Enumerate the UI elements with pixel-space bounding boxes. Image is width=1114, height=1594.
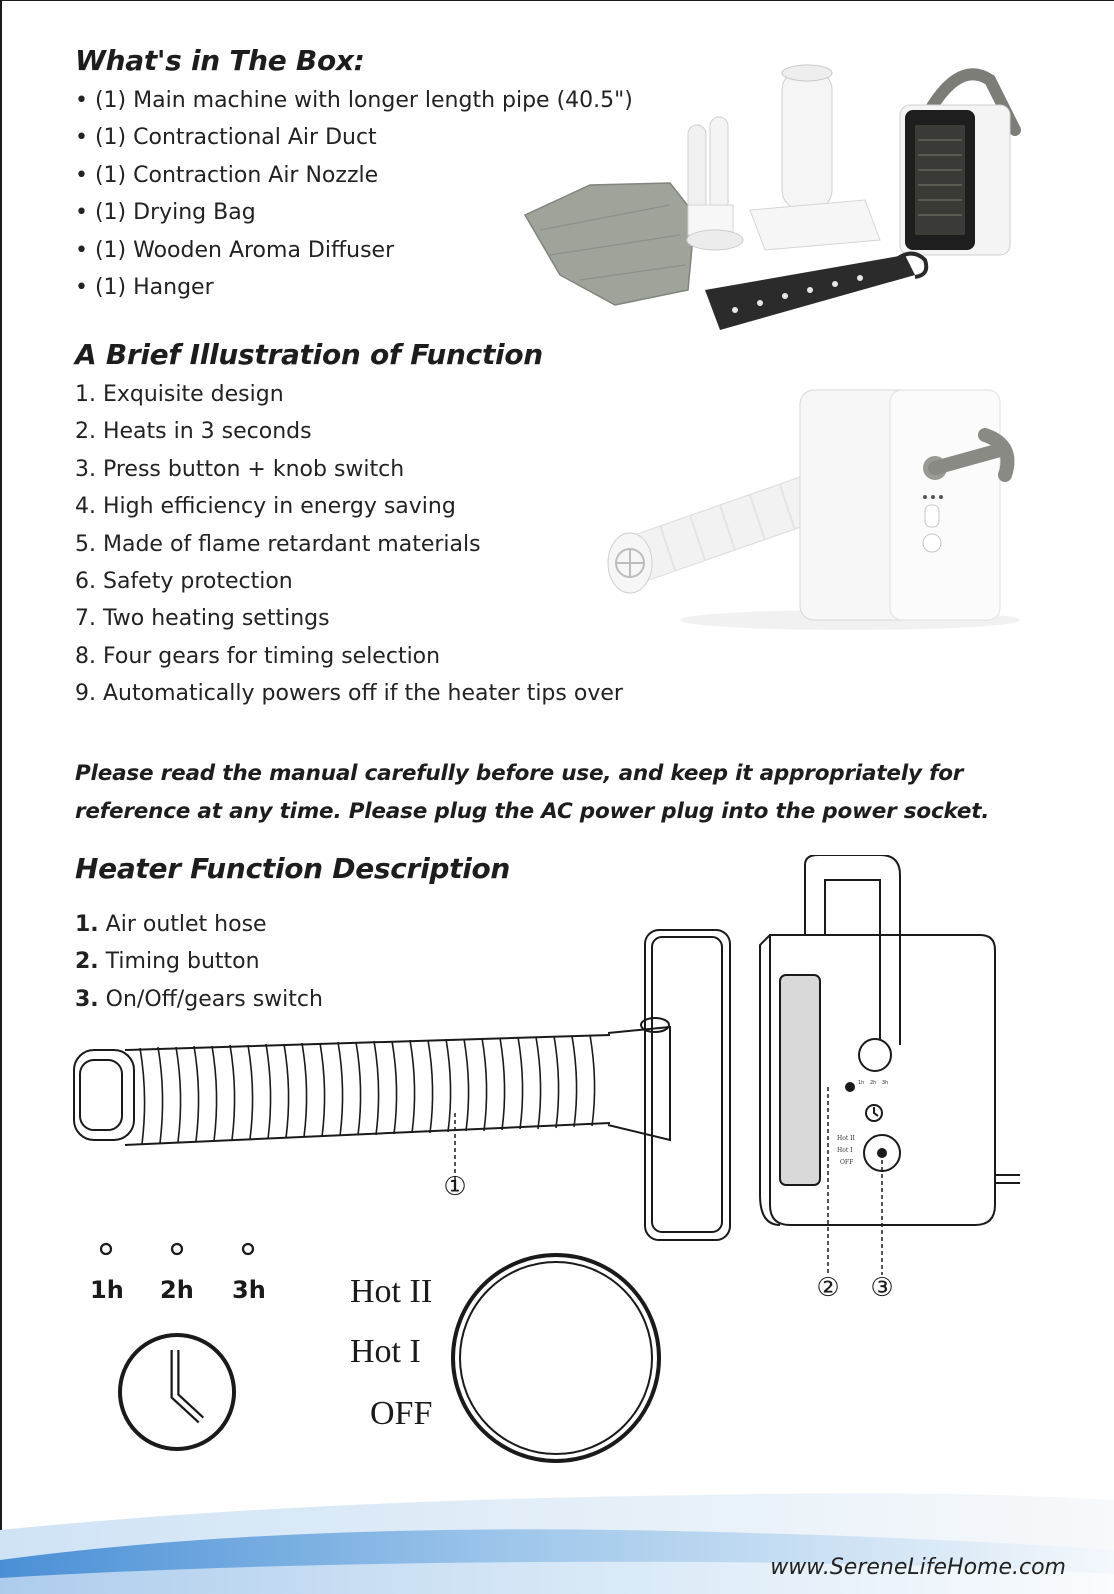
timer-label-1h: 1h bbox=[90, 1276, 124, 1304]
list-item: 2. Heats in 3 seconds bbox=[75, 419, 312, 445]
list-item: 9. Automatically powers off if the heater tips over bbox=[75, 681, 623, 707]
item-number: 2. bbox=[75, 949, 99, 975]
heater-title: Heater Function Description bbox=[75, 852, 511, 885]
drying-bag-image bbox=[525, 183, 695, 305]
list-item: • (1) Main machine with longer length pipe (40.5") bbox=[75, 88, 633, 113]
list-item: 7. Two heating settings bbox=[75, 606, 330, 632]
air-nozzle-image bbox=[687, 117, 743, 250]
air-duct-image bbox=[750, 65, 880, 250]
knob-dial bbox=[448, 1250, 668, 1470]
list-item: 1. Exquisite design bbox=[75, 382, 284, 407]
item-text: Air outlet hose bbox=[98, 912, 267, 937]
function-list bbox=[75, 376, 623, 713]
box-contents-photo bbox=[520, 55, 1040, 345]
list-item: • (1) Wooden Aroma Diffuser bbox=[75, 237, 395, 263]
function-title: A Brief Illustration of Function bbox=[75, 338, 543, 371]
knob-mini-hot2: Hot II bbox=[837, 1135, 855, 1142]
list-item: 6. Safety protection bbox=[75, 568, 293, 594]
callout-2: ② bbox=[816, 1273, 840, 1303]
usage-note: Please read the manual carefully before use, and keep it appropriately for reference at any time. Please plug the AC power plug into the power socket. bbox=[75, 761, 990, 824]
dial-label-hot2: Hot II bbox=[350, 1273, 433, 1310]
knob-mini-off: OFF bbox=[840, 1159, 854, 1166]
timer-label-2h: 2h bbox=[160, 1276, 194, 1304]
timer-label-3h: 3h bbox=[232, 1276, 266, 1304]
list-item: 3. Press button + knob switch bbox=[75, 456, 405, 482]
clock-icon bbox=[115, 1330, 240, 1455]
list-item: • (1) Hanger bbox=[75, 274, 214, 300]
heater-product-photo bbox=[600, 375, 1030, 635]
timer-mini-2h: 2h bbox=[870, 1080, 877, 1086]
item-text: Timing button bbox=[98, 949, 260, 975]
list-item: 8. Four gears for timing selection bbox=[75, 643, 441, 669]
list-item: • (1) Contractional Air Duct bbox=[75, 125, 377, 151]
box-title: What's in The Box: bbox=[75, 44, 365, 77]
callout-1: ① bbox=[443, 1172, 467, 1202]
hose-end-cap bbox=[74, 1050, 134, 1140]
hanger-image bbox=[705, 254, 926, 330]
callout-3: ③ bbox=[870, 1273, 894, 1303]
item-number: 3. bbox=[75, 986, 99, 1012]
timer-dots bbox=[85, 1240, 265, 1264]
timer-mini-3h: 3h bbox=[882, 1080, 889, 1086]
timer-mini-1h: 1h bbox=[858, 1080, 865, 1086]
footer-url[interactable]: www.SereneLifeHome.com bbox=[770, 1555, 1066, 1580]
item-number: 1. bbox=[75, 912, 99, 937]
list-item: • (1) Contraction Air Nozzle bbox=[75, 162, 379, 188]
list-item: 4. High efficiency in energy saving bbox=[75, 494, 456, 520]
dial-label-hot1: Hot I bbox=[350, 1333, 421, 1370]
list-item: 5. Made of flame retardant materials bbox=[75, 531, 481, 557]
list-item: • (1) Drying Bag bbox=[75, 200, 256, 226]
knob-mini-hot1: Hot I bbox=[837, 1147, 853, 1154]
item-text: On/Off/gears switch bbox=[98, 986, 323, 1012]
dial-label-off: OFF bbox=[370, 1395, 433, 1432]
heater-image bbox=[900, 74, 1015, 255]
front-plate bbox=[645, 930, 730, 1240]
